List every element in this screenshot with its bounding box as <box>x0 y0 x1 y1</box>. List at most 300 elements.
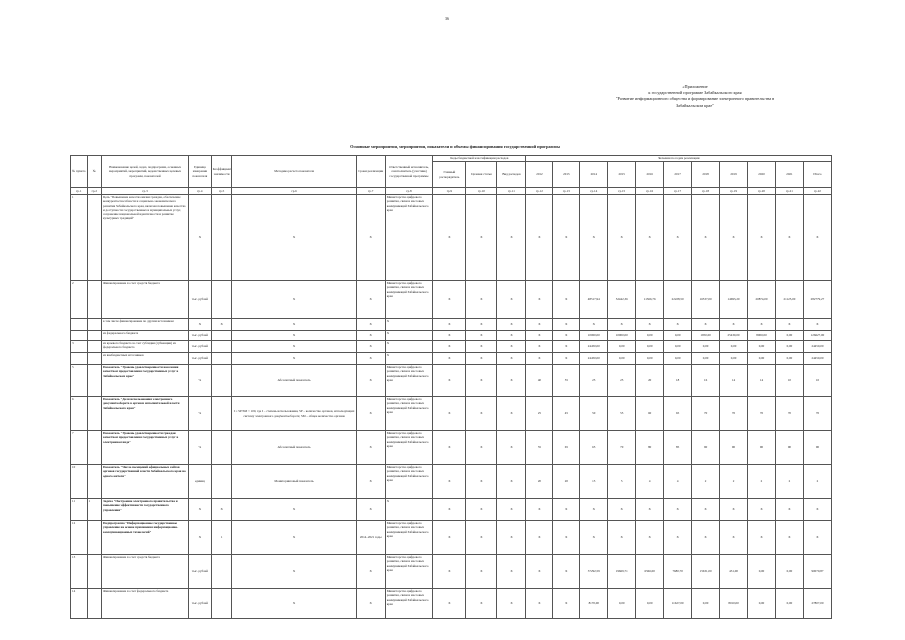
row-weight <box>211 353 232 365</box>
row-year-value: 2 <box>803 465 831 499</box>
row-year-value: 90 <box>720 431 748 465</box>
row-kbk-article: Х <box>466 397 497 431</box>
table-row <box>71 331 832 341</box>
table-row <box>71 353 832 365</box>
row-executor: Министерство цифрового развития, связи и массовых коммуникаций Забайкальского края <box>385 365 433 397</box>
column-number: гр.18 <box>692 188 720 195</box>
row-year-value: 19669,71 <box>608 555 636 589</box>
row-sub-number <box>87 195 101 281</box>
row-kbk-type: Х <box>497 555 526 589</box>
row-unit: Х <box>189 195 212 281</box>
row-kbk-article: Х <box>466 195 497 281</box>
row-year-value: Х <box>748 521 776 555</box>
table-row <box>71 195 832 281</box>
row-method: Х <box>232 555 356 589</box>
row-sub-number <box>87 465 101 499</box>
row-year-value: 22228,50 <box>664 281 692 319</box>
row-unit: Х <box>189 499 212 521</box>
row-year-value: 20874,00 <box>748 281 776 319</box>
row-year-value: 55 <box>526 431 553 465</box>
row-kbk-main: Х <box>433 341 466 353</box>
row-year-value: 7680,70 <box>664 555 692 589</box>
row-kbk-type: Х <box>497 319 526 331</box>
column-number: гр.5 <box>211 188 232 195</box>
column-number: гр.1 <box>71 188 88 195</box>
row-number: 7 <box>71 431 88 465</box>
appendix-line: Забайкальском крае" <box>676 102 714 108</box>
row-name: Показатель "Число посещений официальных сайтов органов государственной власти Забайкальского края на одного жителя" <box>102 465 189 499</box>
row-year-value: 0,00 <box>636 331 664 341</box>
row-year-value: Х <box>553 353 580 365</box>
row-method: Х <box>232 281 356 319</box>
column-number: гр.22 <box>803 188 831 195</box>
row-kbk-type: Х <box>497 397 526 431</box>
row-year-value: 126627,00 <box>803 331 831 341</box>
row-year-value: 10 <box>803 365 831 397</box>
row-year-value: 6566,00 <box>636 555 664 589</box>
row-name: из краевого бюджета за счет субсидии (субвенции) из федерального бюджета <box>102 341 189 353</box>
row-year-value: 2 <box>775 465 803 499</box>
header-year: 2018 <box>692 162 720 188</box>
row-kbk-article: Х <box>466 465 497 499</box>
row-year-value: 20 <box>553 465 580 499</box>
row-year-value: Х <box>526 353 553 365</box>
table-row <box>71 341 832 353</box>
row-kbk-main: Х <box>433 431 466 465</box>
row-year-value: 45 <box>553 397 580 431</box>
row-weight <box>211 431 232 465</box>
row-year-value: Х <box>608 499 636 521</box>
row-year-value: Х <box>803 195 831 281</box>
row-name: из федерального бюджета <box>102 331 189 341</box>
row-year-value: Х <box>775 521 803 555</box>
row-year-value: Х <box>580 195 608 281</box>
row-year-value: Х <box>553 281 580 319</box>
header-kbk-sub: Вид расходов <box>497 162 526 188</box>
row-kbk-type: Х <box>497 281 526 319</box>
row-method: Х <box>232 353 356 365</box>
row-year-value: 1950,00 <box>692 331 720 341</box>
row-executor: Х <box>385 331 433 341</box>
row-term: Х <box>356 353 385 365</box>
row-year-value: 2 <box>692 465 720 499</box>
row-weight <box>211 465 232 499</box>
column-number-row <box>71 188 832 195</box>
row-kbk-type: Х <box>497 465 526 499</box>
header-kbk-sub: Главный распорядитель <box>433 162 466 188</box>
row-method: Абсолютный показатель <box>232 365 356 397</box>
row-year-value: Х <box>636 521 664 555</box>
row-year-value: Х <box>608 195 636 281</box>
row-year-value: Х <box>580 319 608 331</box>
row-kbk-main: Х <box>433 331 466 341</box>
program-table <box>70 155 832 619</box>
row-year-value: 8010,00 <box>720 589 748 619</box>
row-kbk-main: Х <box>433 589 466 619</box>
row-year-value: Х <box>553 555 580 589</box>
row-kbk-type: Х <box>497 195 526 281</box>
header-year: 2021 <box>775 162 803 188</box>
row-kbk-main: Х <box>433 281 466 319</box>
row-weight <box>211 331 232 341</box>
row-number: 11 <box>71 499 88 521</box>
header-year: Итого <box>803 162 831 188</box>
row-year-value: 70 <box>608 431 636 465</box>
column-number: гр.8 <box>385 188 433 195</box>
row-weight <box>211 555 232 589</box>
row-year-value: Х <box>748 499 776 521</box>
row-year-value: 0,00 <box>775 555 803 589</box>
appendix-line: "Развитие информационного общества и формирование электронного правительства в <box>615 96 775 102</box>
column-number: гр.13 <box>553 188 580 195</box>
row-year-value: Х <box>553 499 580 521</box>
table-row <box>71 397 832 431</box>
row-year-value: 0,00 <box>692 341 720 353</box>
row-year-value: Х <box>636 319 664 331</box>
row-sub-number <box>87 341 101 353</box>
row-unit: Х <box>189 319 212 331</box>
row-year-value: 0,00 <box>692 353 720 365</box>
column-number: гр.21 <box>775 188 803 195</box>
row-executor: Министерство цифрового развития, связи и массовых коммуникаций Забайкальского края <box>385 555 433 589</box>
row-term: Х <box>356 341 385 353</box>
row-year-value: Х <box>636 499 664 521</box>
row-year-value: 0,00 <box>664 341 692 353</box>
row-year-value: 0,00 <box>775 589 803 619</box>
row-method: Х <box>232 331 356 341</box>
row-kbk-article: Х <box>466 555 497 589</box>
row-year-value: 8000,00 <box>748 331 776 341</box>
row-year-value: Х <box>720 499 748 521</box>
table-row <box>71 431 832 465</box>
row-unit: тыс. рублей <box>189 353 212 365</box>
row-year-value: 24450,00 <box>803 341 831 353</box>
header-year: 2015 <box>608 162 636 188</box>
row-term: Х <box>356 465 385 499</box>
column-number: гр.10 <box>466 188 497 195</box>
page-number: 36 <box>445 16 449 21</box>
column-number: гр.16 <box>636 188 664 195</box>
header-years: Значения по годам реализации <box>526 156 832 162</box>
row-year-value: Х <box>553 589 580 619</box>
row-kbk-article: Х <box>466 281 497 319</box>
row-year-value: 25 <box>526 397 553 431</box>
row-name: Финансирование за счет федерального бюджета <box>102 589 189 619</box>
row-year-value: 70 <box>720 397 748 431</box>
row-kbk-type: Х <box>497 521 526 555</box>
row-year-value: 90070,87 <box>803 555 831 589</box>
row-number: 5 <box>71 365 88 397</box>
appendix-note <box>560 84 830 109</box>
row-sub-number <box>87 431 101 465</box>
row-term: Х <box>356 397 385 431</box>
row-year-value: 24450,00 <box>803 353 831 365</box>
row-kbk-article: Х <box>466 331 497 341</box>
row-sub-number <box>87 281 101 319</box>
row-weight <box>211 365 232 397</box>
row-number: 2 <box>71 281 88 319</box>
row-sub-number <box>87 365 101 397</box>
row-year-value: 70 <box>775 397 803 431</box>
row-year-value: Х <box>748 195 776 281</box>
row-term: 2014–2021 годы <box>356 521 385 555</box>
column-number: гр.15 <box>608 188 636 195</box>
row-kbk-article: Х <box>466 319 497 331</box>
column-number: гр.19 <box>720 188 748 195</box>
row-year-value: Х <box>553 195 580 281</box>
row-unit: Х <box>189 521 212 555</box>
row-method: Х <box>232 195 356 281</box>
row-year-value: Х <box>692 499 720 521</box>
row-year-value: 0,00 <box>748 589 776 619</box>
row-year-value: 11366,76 <box>636 281 664 319</box>
row-kbk-article: Х <box>466 353 497 365</box>
row-kbk-type: Х <box>497 499 526 521</box>
row-executor: Министерство цифрового развития, связи и массовых коммуникаций Забайкальского края <box>385 521 433 555</box>
row-weight <box>211 589 232 619</box>
header-kbk-sub: Целевая статья <box>466 162 497 188</box>
row-unit: тыс. рублей <box>189 555 212 589</box>
row-year-value: Х <box>720 521 748 555</box>
row-year-value: 0,00 <box>748 341 776 353</box>
row-year-value: Х <box>526 319 553 331</box>
row-executor: Министерство цифрового развития, связи и массовых коммуникаций Забайкальского края <box>385 281 433 319</box>
row-year-value: 40 <box>526 365 553 397</box>
row-kbk-type: Х <box>497 589 526 619</box>
table-row <box>71 365 832 397</box>
row-year-value: 65 <box>580 431 608 465</box>
row-year-value: Х <box>775 195 803 281</box>
header-term: Сроки реализации <box>356 156 385 188</box>
row-year-value: Х <box>608 319 636 331</box>
header-year: 2020 <box>748 162 776 188</box>
row-year-value: Х <box>526 555 553 589</box>
appendix-line: «Приложение <box>682 84 708 89</box>
table-row <box>71 589 832 619</box>
appendix-line: к государственной программе Забайкальского края <box>648 90 742 96</box>
row-year-value: 27807,00 <box>803 589 831 619</box>
row-weight <box>211 281 232 319</box>
row-name: Цель "Повышение качества жизни граждан, обеспечение конкурентоспособности и социально-экономического развития Забайкальского края, включая повышение качества и доступности государственных и муниципальных услуг, сохранение национальной идентичности и развитие культурных традиций" <box>102 195 189 281</box>
row-number: 10 <box>71 465 88 499</box>
table-row <box>71 521 832 555</box>
header-year: 2012 <box>526 162 553 188</box>
row-year-value: 16 <box>692 365 720 397</box>
row-kbk-main: Х <box>433 353 466 365</box>
row-unit: % <box>189 365 212 397</box>
table-row <box>71 465 832 499</box>
header-unit: Единица измерения показателя <box>189 156 212 188</box>
row-number: 3 <box>71 341 88 353</box>
row-method: Х <box>232 319 356 331</box>
row-year-value: 24450,00 <box>580 353 608 365</box>
row-number <box>71 353 88 365</box>
row-year-value: 24450,00 <box>580 341 608 353</box>
row-name: Задача "Построение электронного правительства и повышение эффективности государственного управления" <box>102 499 189 521</box>
column-number: гр.12 <box>526 188 553 195</box>
row-term: Х <box>356 331 385 341</box>
header-name: Наименование целей, задач, подпрограмм, основных мероприятий, мероприятий, ведомственных целевых программ, показателей <box>102 156 189 188</box>
table-row <box>71 281 832 319</box>
row-unit: % <box>189 397 212 431</box>
row-term: Х <box>356 281 385 319</box>
row-term: Х <box>356 431 385 465</box>
row-year-value: 18 <box>664 365 692 397</box>
row-year-value: Х <box>748 319 776 331</box>
row-year-value: 2 <box>748 465 776 499</box>
row-kbk-article: Х <box>466 431 497 465</box>
header-method: Методика расчета показателя <box>232 156 356 188</box>
column-number: гр.4 <box>189 188 212 195</box>
row-unit: тыс. рублей <box>189 589 212 619</box>
row-term: Х <box>356 319 385 331</box>
header-year: 2019 <box>720 162 748 188</box>
row-kbk-article: Х <box>466 341 497 353</box>
row-year-value: 10000,00 <box>580 331 608 341</box>
row-term: Х <box>356 365 385 397</box>
row-year-value: 25 <box>608 365 636 397</box>
row-number <box>71 331 88 341</box>
row-year-value: Х <box>664 195 692 281</box>
row-year-value: Х <box>720 319 748 331</box>
row-year-value: 0,00 <box>775 353 803 365</box>
column-number: гр.3 <box>102 188 189 195</box>
row-year-value: 50 <box>580 397 608 431</box>
row-year-value: Х <box>720 195 748 281</box>
row-year-value: 0,00 <box>636 353 664 365</box>
row-year-value: 0,00 <box>636 341 664 353</box>
row-name: Финансирование за счет средств бюджета <box>102 281 189 319</box>
row-executor: Министерство цифрового развития, связи и массовых коммуникаций Забайкальского края <box>385 397 433 431</box>
row-year-value: Х <box>803 521 831 555</box>
row-method: Х <box>232 521 356 555</box>
header-year: 2013 <box>553 162 580 188</box>
row-year-value: Х <box>664 521 692 555</box>
row-year-value: Х <box>526 521 553 555</box>
row-year-value: 52442,36 <box>608 281 636 319</box>
row-sub-number <box>87 555 101 589</box>
row-sub-number <box>87 397 101 431</box>
row-year-value: 70 <box>748 397 776 431</box>
row-year-value: 0,00 <box>748 353 776 365</box>
row-year-value: 431,00 <box>720 555 748 589</box>
row-year-value: Х <box>580 521 608 555</box>
row-kbk-type: Х <box>497 331 526 341</box>
row-year-value: Х <box>664 319 692 331</box>
row-year-value: 70 <box>692 397 720 431</box>
row-year-value: 10000,00 <box>608 331 636 341</box>
header-no: № <box>87 156 101 188</box>
row-year-value: 16537,00 <box>692 281 720 319</box>
row-year-value: 0,00 <box>720 341 748 353</box>
row-weight: 1 <box>211 521 232 555</box>
row-name: Показатель "Доля использования электронного документооборота в органах исполнительной власти Забайкальского края" <box>102 397 189 431</box>
column-number: гр.7 <box>356 188 385 195</box>
row-sub-number <box>87 589 101 619</box>
row-year-value: 0,00 <box>608 353 636 365</box>
row-weight <box>211 397 232 431</box>
row-year-value: Х <box>692 195 720 281</box>
row-year-value: 14 <box>748 365 776 397</box>
row-number: 13 <box>71 555 88 589</box>
row-year-value: 90 <box>692 431 720 465</box>
row-year-value: Х <box>526 331 553 341</box>
row-sub-number <box>87 353 101 365</box>
row-kbk-main: Х <box>433 397 466 431</box>
row-name: Показатель "Уровень удовлетворенности населения качеством предоставления государственных услуг в Забайкальском крае" <box>102 365 189 397</box>
column-number: гр.9 <box>433 188 466 195</box>
row-year-value: Х <box>664 499 692 521</box>
row-executor: Министерство цифрового развития, связи и массовых коммуникаций Забайкальского края <box>385 195 433 281</box>
row-name: в том числе финансирование по другим источникам <box>102 319 189 331</box>
row-year-value: Х <box>692 521 720 555</box>
row-number <box>71 319 88 331</box>
header-weight: Коэффициент значимости <box>211 156 232 188</box>
row-name: Финансирование за счет средств бюджета <box>102 555 189 589</box>
row-year-value: 25 <box>580 365 608 397</box>
row-year-value: Х <box>526 589 553 619</box>
row-weight <box>211 195 232 281</box>
header-year: 2017 <box>664 162 692 188</box>
row-kbk-main: Х <box>433 365 466 397</box>
row-name: Показатель "Уровень удовлетворенности граждан качеством предоставления государственных услуг в электронном виде" <box>102 431 189 465</box>
row-executor: Х <box>385 353 433 365</box>
row-year-value: 0,00 <box>720 353 748 365</box>
row-year-value: Х <box>803 319 831 331</box>
row-year-value: 0,00 <box>748 555 776 589</box>
row-year-value: 15631,00 <box>692 555 720 589</box>
row-year-value: 65 <box>664 397 692 431</box>
row-weight <box>211 341 232 353</box>
table-body <box>71 195 832 619</box>
row-weight: Х <box>211 319 232 331</box>
row-year-value: Х <box>526 499 553 521</box>
row-kbk-main: Х <box>433 195 466 281</box>
row-year-value: Х <box>526 281 553 319</box>
row-unit: тыс. рублей <box>189 331 212 341</box>
column-number: гр.14 <box>580 188 608 195</box>
row-year-value: Х <box>775 319 803 331</box>
row-executor: Х <box>385 319 433 331</box>
row-number: 12 <box>71 521 88 555</box>
row-method: I = SP/SM × 100, где I – степень использования, SP – количество органов, использующих систему электронного документооборота; SM – общее количество органов <box>232 397 356 431</box>
row-year-value: 0,00 <box>608 341 636 353</box>
row-year-value: 20 <box>636 365 664 397</box>
row-kbk-type: Х <box>497 341 526 353</box>
header-year: 2016 <box>636 162 664 188</box>
row-year-value: 0,00 <box>775 331 803 341</box>
row-kbk-article: Х <box>466 521 497 555</box>
row-year-value: Х <box>526 341 553 353</box>
row-method: Мониторинговый показатель <box>232 465 356 499</box>
row-term: Х <box>356 195 385 281</box>
row-unit: % <box>189 431 212 465</box>
row-sub-number <box>87 319 101 331</box>
row-year-value: 15 <box>580 465 608 499</box>
row-year-value: 55 <box>608 397 636 431</box>
row-kbk-main: Х <box>433 521 466 555</box>
row-sub-number <box>87 331 101 341</box>
row-year-value: Х <box>775 499 803 521</box>
row-year-value: Х <box>553 341 580 353</box>
row-year-value: 4 <box>664 465 692 499</box>
row-executor: Министерство цифрового развития, связи и массовых коммуникаций Забайкальского края <box>385 431 433 465</box>
row-year-value: 60 <box>636 397 664 431</box>
row-year-value: 4 <box>636 465 664 499</box>
row-unit: единиц <box>189 465 212 499</box>
header-no-item: № пункта <box>71 156 88 188</box>
row-year-value: Х <box>526 195 553 281</box>
